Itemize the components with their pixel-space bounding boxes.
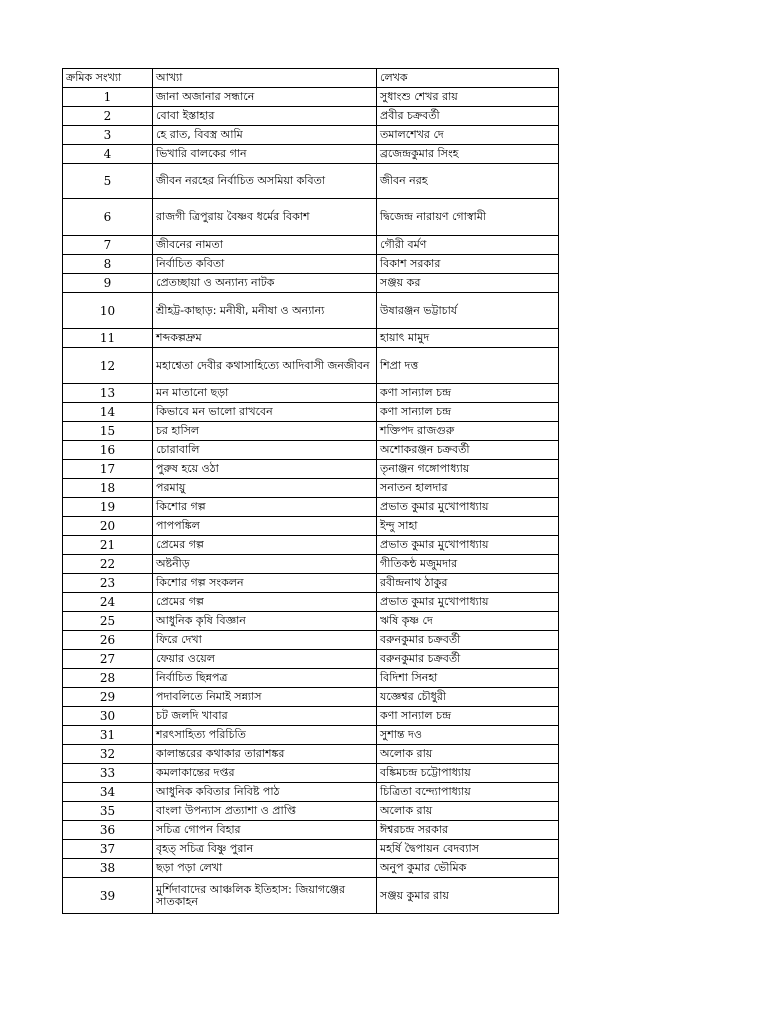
serial-cell: 2 [63, 107, 153, 126]
serial-cell: 20 [63, 517, 153, 536]
table-row [63, 236, 559, 255]
author-cell: ইন্দু সাহা [377, 517, 559, 536]
title-cell: মন মাতানো ছড়া [153, 384, 377, 403]
table-row [63, 726, 559, 745]
title-cell: পুরুষ হয়ে ওঠা [153, 460, 377, 479]
serial-cell: 32 [63, 745, 153, 764]
table-row [63, 764, 559, 783]
author-cell: অশোকরঞ্জন চক্রবর্তী [377, 441, 559, 460]
serial-cell: 24 [63, 593, 153, 612]
author-cell: বিদিশা সিনহা [377, 669, 559, 688]
author-cell: কণা সান্যাল চন্দ্র [377, 384, 559, 403]
serial-cell: 26 [63, 631, 153, 650]
serial-cell: 6 [63, 199, 153, 236]
title-cell: কিশোর গল্প সংকলন [153, 574, 377, 593]
table-row [63, 255, 559, 274]
serial-cell: 29 [63, 688, 153, 707]
author-cell: চিত্রিতা বন্দ্যোপাধ্যায় [377, 783, 559, 802]
table-row [63, 107, 559, 126]
title-cell: শ্রীহট্ট-কাছাড়: মনীষী, মনীষা ও অন্যান্য [153, 293, 377, 329]
title-cell: চট জলদি খাবার [153, 707, 377, 726]
serial-cell: 8 [63, 255, 153, 274]
title-cell: অষ্টনীড় [153, 555, 377, 574]
serial-cell: 9 [63, 274, 153, 293]
serial-cell: 15 [63, 422, 153, 441]
title-cell: ফিরে দেখা [153, 631, 377, 650]
author-cell: অলোক রায় [377, 802, 559, 821]
author-cell: বরুনকুমার চক্রবর্তী [377, 631, 559, 650]
table-row [63, 498, 559, 517]
author-cell: শিপ্রা দত্ত [377, 348, 559, 384]
author-cell: প্রভাত কুমার মুখোপাধ্যায় [377, 536, 559, 555]
author-cell: প্রভাত কুমার মুখোপাধ্যায় [377, 593, 559, 612]
title-cell: আধুনিক কৃষি বিজ্ঞান [153, 612, 377, 631]
title-cell: কালান্তরের কথাকার তারাশঙ্কর [153, 745, 377, 764]
serial-cell: 39 [63, 878, 153, 914]
table-row [63, 593, 559, 612]
table-row [63, 422, 559, 441]
author-cell: যজ্ঞেশ্বর চৌধুরী [377, 688, 559, 707]
title-cell: জানা অজানার সন্ধানে [153, 88, 377, 107]
serial-cell: 17 [63, 460, 153, 479]
title-cell: বাংলা উপন্যাস প্রত্যাশা ও প্রাপ্তি [153, 802, 377, 821]
table-row [63, 460, 559, 479]
serial-cell: 16 [63, 441, 153, 460]
author-cell: গৌরী বর্মণ [377, 236, 559, 255]
author-cell: রবীন্দ্রনাথ ঠাকুর [377, 574, 559, 593]
table-row [63, 840, 559, 859]
table-row [63, 145, 559, 164]
author-cell: ঈশ্বরচন্দ্র সরকার [377, 821, 559, 840]
title-cell: কমলাকান্তের দপ্তর [153, 764, 377, 783]
serial-cell: 14 [63, 403, 153, 422]
author-cell: অলোক রায় [377, 745, 559, 764]
title-cell: প্রেমের গল্প [153, 593, 377, 612]
table-row [63, 802, 559, 821]
title-cell: আধুনিক কবিতার নিবিষ্ট পাঠ [153, 783, 377, 802]
table-body [63, 69, 559, 914]
header-author: লেখক [377, 69, 559, 88]
table-row [63, 293, 559, 329]
header-serial: ক্রমিক সংখ্যা [63, 69, 153, 88]
header-title: আখ্যা [153, 69, 377, 88]
title-cell: মহাশ্বেতা দেবীর কথাসাহিত্যে আদিবাসী জনজীবন [153, 348, 377, 384]
serial-cell: 1 [63, 88, 153, 107]
serial-cell: 33 [63, 764, 153, 783]
author-cell: ঋষি কৃষ্ণ দে [377, 612, 559, 631]
author-cell: বঙ্কিমচন্দ্র চট্টোপাধ্যায় [377, 764, 559, 783]
title-cell: পরমায়ু [153, 479, 377, 498]
serial-cell: 25 [63, 612, 153, 631]
serial-cell: 22 [63, 555, 153, 574]
table-row [63, 126, 559, 145]
table-row [63, 348, 559, 384]
title-cell: শব্দকল্পদ্রুম [153, 329, 377, 348]
author-cell: উষারঞ্জন ভট্টাচার্য [377, 293, 559, 329]
author-cell: বিকাশ সরকার [377, 255, 559, 274]
author-cell: শক্তিপদ রাজগুরু [377, 422, 559, 441]
title-cell: হে রাত, বিবস্ত্র আমি [153, 126, 377, 145]
serial-cell: 12 [63, 348, 153, 384]
serial-cell: 27 [63, 650, 153, 669]
book-list-table [62, 68, 559, 914]
table-row [63, 821, 559, 840]
title-cell: জীবন নরহের নির্বাচিত অসমিয়া কবিতা [153, 164, 377, 199]
table-row [63, 688, 559, 707]
serial-cell: 37 [63, 840, 153, 859]
serial-cell: 34 [63, 783, 153, 802]
author-cell: কণা সান্যাল চন্দ্র [377, 403, 559, 422]
author-cell: জীবন নরহ [377, 164, 559, 199]
title-cell: বোবা ইস্তাহার [153, 107, 377, 126]
serial-cell: 13 [63, 384, 153, 403]
title-cell: নির্বাচিত ছিন্নপত্র [153, 669, 377, 688]
author-cell: তৃনাঞ্জন গঙ্গোপাধ্যায় [377, 460, 559, 479]
serial-cell: 38 [63, 859, 153, 878]
title-cell: ছড়া পড়া লেখা [153, 859, 377, 878]
table-row [63, 859, 559, 878]
table-row [63, 574, 559, 593]
table-row [63, 612, 559, 631]
title-cell: চোরাবালি [153, 441, 377, 460]
table-row [63, 441, 559, 460]
title-cell: শরৎসাহিত্য পরিচিতি [153, 726, 377, 745]
author-cell: ব্রজেন্দ্রকুমার সিংহ [377, 145, 559, 164]
title-cell: সচিত্র গোপন বিহার [153, 821, 377, 840]
serial-cell: 30 [63, 707, 153, 726]
author-cell: সঞ্জয় কর [377, 274, 559, 293]
title-cell: বৃহত্ সচিত্র বিষ্ণু পুরান [153, 840, 377, 859]
serial-cell: 3 [63, 126, 153, 145]
serial-cell: 5 [63, 164, 153, 199]
title-cell: কিভাবে মন ভালো রাখবেন [153, 403, 377, 422]
table-row [63, 536, 559, 555]
serial-cell: 10 [63, 293, 153, 329]
table-row [63, 631, 559, 650]
author-cell: অনুপ কুমার ভৌমিক [377, 859, 559, 878]
serial-cell: 18 [63, 479, 153, 498]
author-cell: সুধাংশু শেখর রায় [377, 88, 559, 107]
table-row [63, 384, 559, 403]
table-row [63, 403, 559, 422]
title-cell: প্রেমের গল্প [153, 536, 377, 555]
author-cell: সুশান্ত দও [377, 726, 559, 745]
author-cell: প্রভাত কুমার মুখোপাধ্যায় [377, 498, 559, 517]
table-row [63, 783, 559, 802]
table-row [63, 329, 559, 348]
table-row [63, 745, 559, 764]
author-cell: তমালশেখর দে [377, 126, 559, 145]
title-cell: রাজগী ত্রিপুরায় বৈষ্ণব ধর্মের বিকাশ [153, 199, 377, 236]
author-cell: হায়াৎ মামুদ [377, 329, 559, 348]
title-cell: কিশোর গল্প [153, 498, 377, 517]
serial-cell: 4 [63, 145, 153, 164]
author-cell: সঞ্জয় কুমার রায় [377, 878, 559, 914]
table-row [63, 479, 559, 498]
serial-cell: 36 [63, 821, 153, 840]
title-cell: পদাবলিতে নিমাই সন্ন্যাস [153, 688, 377, 707]
serial-cell: 11 [63, 329, 153, 348]
title-cell: মুর্শিদাবাদের আঞ্চলিক ইতিহাস: জিয়াগঞ্জের সাতকাহন [153, 878, 377, 914]
title-cell: চর হাসিল [153, 422, 377, 441]
title-cell: ফেয়ার ওয়েল [153, 650, 377, 669]
table-row [63, 650, 559, 669]
serial-cell: 21 [63, 536, 153, 555]
title-cell: পাপপঙ্কিল [153, 517, 377, 536]
author-cell: কণা সান্যাল চন্দ্র [377, 707, 559, 726]
table-row [63, 669, 559, 688]
author-cell: মহর্ষি দ্বৈপায়ন বেদব্যাস [377, 840, 559, 859]
serial-cell: 23 [63, 574, 153, 593]
table-row [63, 88, 559, 107]
title-cell: জীবনের নামতা [153, 236, 377, 255]
serial-cell: 31 [63, 726, 153, 745]
serial-cell: 19 [63, 498, 153, 517]
table-row [63, 707, 559, 726]
table-header-row [63, 69, 559, 88]
table-row [63, 199, 559, 236]
author-cell: সনাতন হালদার [377, 479, 559, 498]
author-cell: দ্বিজেন্দ্র নারায়ণ গোস্বামী [377, 199, 559, 236]
table-row [63, 555, 559, 574]
table-row [63, 274, 559, 293]
author-cell: বরুনকুমার চক্রবর্তী [377, 650, 559, 669]
author-cell: গীতিকন্ঠ মজুমদার [377, 555, 559, 574]
title-cell: ভিখারি বালকের গান [153, 145, 377, 164]
author-cell: প্রবীর চক্রবর্তী [377, 107, 559, 126]
table-row [63, 164, 559, 199]
serial-cell: 7 [63, 236, 153, 255]
serial-cell: 35 [63, 802, 153, 821]
title-cell: নির্বাচিত কবিতা [153, 255, 377, 274]
table-row [63, 517, 559, 536]
table-row [63, 878, 559, 914]
serial-cell: 28 [63, 669, 153, 688]
title-cell: প্রেতচ্ছায়া ও অন্যান্য নাটক [153, 274, 377, 293]
